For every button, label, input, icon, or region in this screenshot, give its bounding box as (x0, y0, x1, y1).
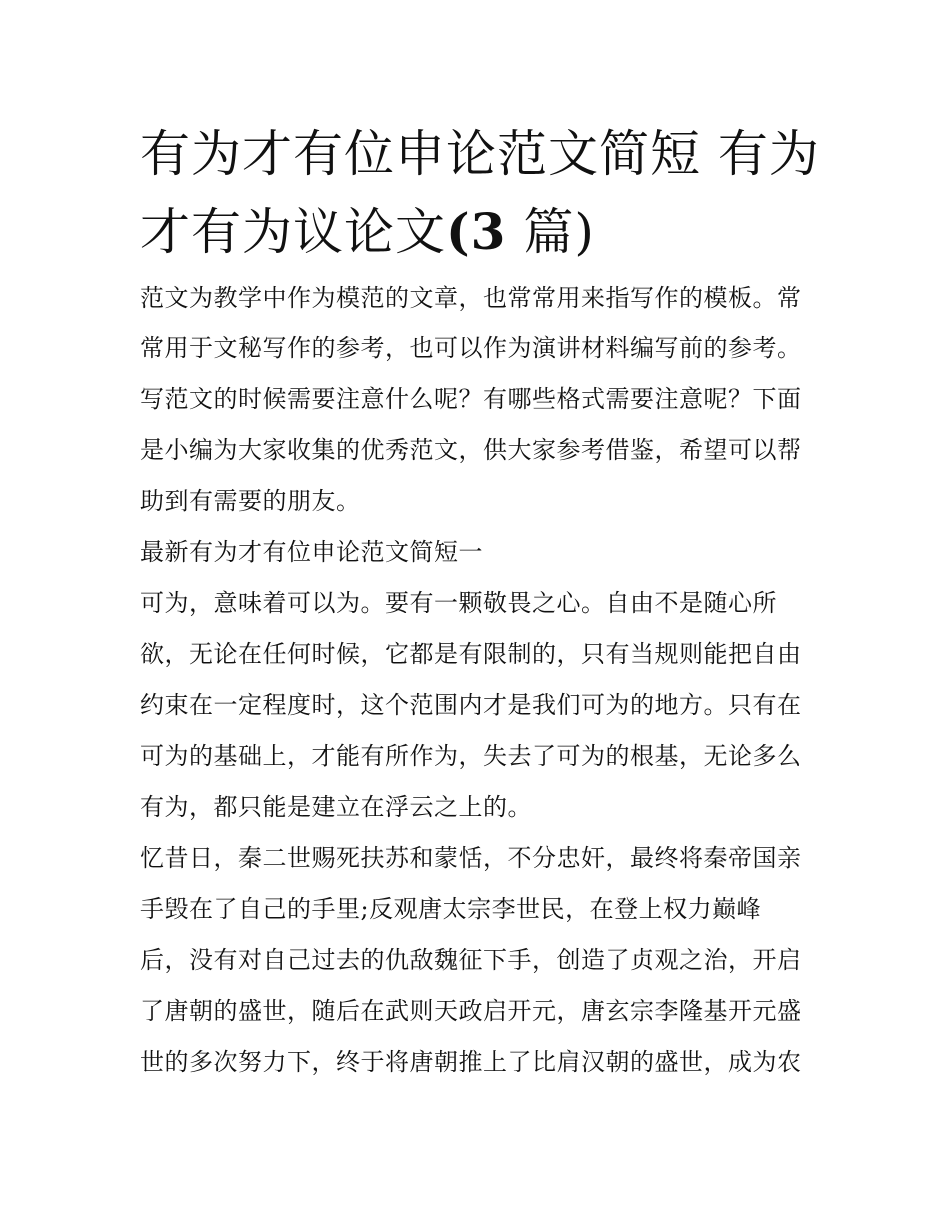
title-suffix: 篇) (506, 203, 595, 261)
text-line: 世的多次努力下，终于将唐朝推上了比肩汉朝的盛世，成为农 (140, 1048, 802, 1076)
text-line: 是小编为大家收集的优秀范文，供大家参考借鉴，希望可以帮 (140, 436, 802, 464)
section-heading: 最新有为才有位申论范文简短一 (140, 538, 483, 566)
text-line: 常用于文秘写作的参考，也可以作为演讲材料编写前的参考。 (140, 334, 802, 362)
text-line: 可为的基础上，才能有所作为，失去了可为的根基，无论多么 (140, 742, 802, 770)
text-line: 了唐朝的盛世，随后在武则天政启开元，唐玄宗李隆基开元盛 (140, 997, 802, 1025)
text-line: 后，没有对自己过去的仇敌魏征下手，创造了贞观之治，开启 (140, 946, 802, 974)
text-line: 助到有需要的朋友。 (140, 487, 361, 515)
text-line: 手毁在了自己的手里;反观唐太宗李世民，在登上权力巅峰 (140, 895, 762, 923)
text-line: 有为，都只能是建立在浮云之上的。 (140, 793, 532, 821)
document-title (140, 115, 830, 271)
text-line: 可为，意味着可以为。要有一颗敬畏之心。自由不是随心所 (140, 589, 777, 617)
text-line: 范文为教学中作为模范的文章，也常常用来指写作的模板。常 (140, 284, 802, 312)
text-line: 写范文的时候需要注意什么呢？有哪些格式需要注意呢？下面 (140, 385, 802, 413)
title-text: 有为才有位申论范文简短 有为才有为议论文 (140, 125, 820, 261)
text-line: 欲，无论在任何时候，它都是有限制的，只有当规则能把自由 (140, 640, 802, 668)
text-line: 约束在一定程度时，这个范围内才是我们可为的地方。只有在 (140, 691, 802, 719)
title-count: (3 (446, 202, 507, 261)
text-line: 忆昔日，秦二世赐死扶苏和蒙恬，不分忠奸，最终将秦帝国亲 (140, 844, 802, 872)
